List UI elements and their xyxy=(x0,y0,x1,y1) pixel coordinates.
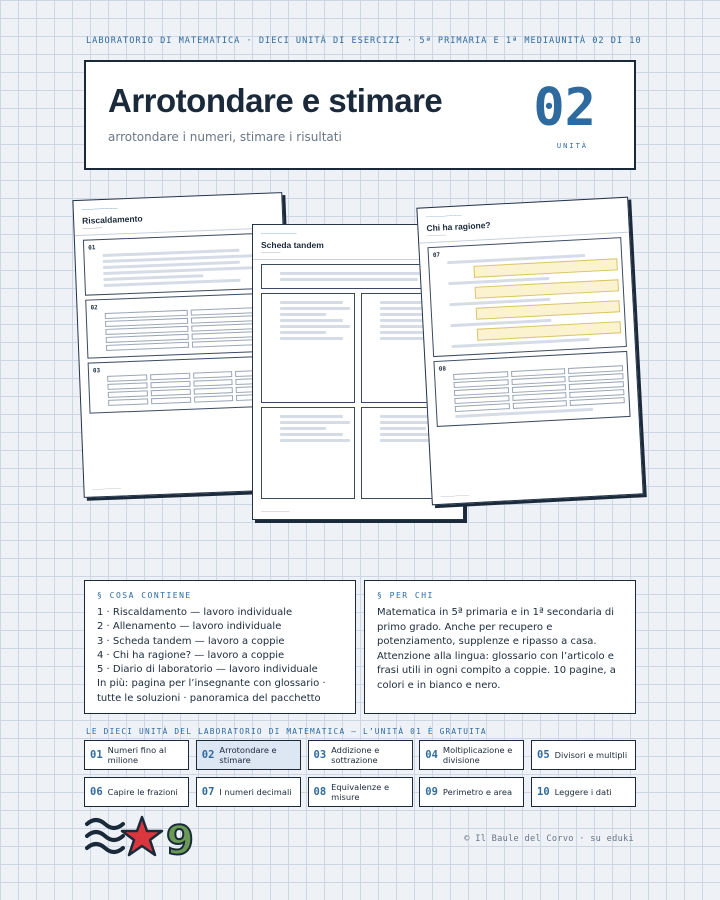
brand-logo xyxy=(84,812,200,862)
unit-card[interactable] xyxy=(196,740,301,770)
unit-card-number: 02 xyxy=(201,749,215,761)
unit-card-name: Capire le frazioni xyxy=(107,787,178,797)
sheet-meta: ────────────── xyxy=(425,213,462,220)
sheet-footer: ────────────── xyxy=(261,510,290,514)
contents-item: 2 · Allenamento — lavoro individuale xyxy=(97,621,282,633)
unit-card-name: Addizione e sottrazione xyxy=(331,745,380,765)
contents-item: 3 · Scheda tandem — lavoro a coppie xyxy=(97,635,285,647)
unit-card-number: 07 xyxy=(201,786,215,798)
contents-box xyxy=(84,580,356,714)
unit-card[interactable] xyxy=(308,740,413,770)
partner-a-column xyxy=(261,293,355,403)
contents-list xyxy=(97,606,343,677)
unit-card[interactable] xyxy=(531,740,636,770)
audience-heading: § PER CHI xyxy=(377,591,434,600)
unit-card[interactable] xyxy=(531,777,636,807)
exercise-number: 07 xyxy=(432,251,441,259)
partner-a-column xyxy=(261,407,355,499)
unit-number-label: UNITÀ xyxy=(556,142,588,150)
exercise-block xyxy=(427,237,626,357)
unit-number: 02 xyxy=(533,78,596,138)
svg-text:9: 9 xyxy=(166,818,194,862)
unit-card-number: 05 xyxy=(537,749,550,761)
title-card xyxy=(84,60,636,170)
contents-item: 4 · Chi ha ragione? — lavoro a coppie xyxy=(97,649,285,661)
sheet-subtitle: ───────── xyxy=(426,233,447,239)
page-subtitle: arrotondare i numeri, stimare i risultati xyxy=(108,130,342,144)
sheet-footer: ────────────── xyxy=(92,486,122,492)
unit-card[interactable] xyxy=(84,777,189,807)
exercise-block xyxy=(83,232,277,295)
unit-card-name: Divisori e multipli xyxy=(554,750,628,760)
unit-card-name: Numeri fino al milione xyxy=(107,745,167,765)
exercise-number: 03 xyxy=(92,367,101,375)
series-label: LABORATORIO DI MATEMATICA · DIECI UNITÀ DI ESERCIZI · 5ª PRIMARIA E 1ª MEDIA xyxy=(86,36,556,46)
unit-card[interactable] xyxy=(419,777,524,807)
audience-box xyxy=(364,580,636,714)
sheet-title: Riscaldamento xyxy=(81,213,143,226)
contents-heading: § COSA CONTIENE xyxy=(97,591,192,600)
exercise-number: 01 xyxy=(88,244,96,252)
unit-card-name: Moltiplicazione e divisione xyxy=(442,745,513,765)
audience-text: Matematica in 5ª primaria e in 1ª secondaria di primo grado. Anche per recupero e potenziamento, supplenze e ripasso a casa. Attenzione alla lingua: glossario con l’articolo e frasi utili in ogni compito a coppie. 10 pagine, a colori e in bianco e nero. xyxy=(377,607,616,691)
sheet-meta: ────────────── xyxy=(261,232,297,236)
exercise-block xyxy=(85,292,279,358)
unit-card-number: 01 xyxy=(90,749,103,761)
unit-card-number: 06 xyxy=(90,786,103,798)
contents-item: 1 · Riscaldamento — lavoro individuale xyxy=(97,607,293,618)
worksheet-preview-chi-ha-ragione xyxy=(416,197,643,506)
page-title: Arrotondare e stimare xyxy=(108,82,443,119)
partner-columns xyxy=(261,407,455,499)
unit-card-name: Equivalenze e misure xyxy=(331,782,390,802)
unit-card-name: Leggere i dati xyxy=(554,787,612,797)
unit-card-name: Perimetro e area xyxy=(442,787,513,797)
top-header xyxy=(86,36,642,46)
units-heading: LE DIECI UNITÀ DEL LABORATORIO DI MATEMATICA — L’UNITÀ 01 È GRATUITA xyxy=(86,727,487,736)
sheet-meta: ────────────── xyxy=(81,206,118,212)
unit-card-name: I numeri decimali xyxy=(219,787,292,797)
unit-card[interactable] xyxy=(84,740,189,770)
unit-card-number: 08 xyxy=(313,786,327,798)
unit-card[interactable] xyxy=(308,777,413,807)
sheet-subtitle: ───────── xyxy=(82,226,103,231)
sheet-title: Scheda tandem xyxy=(261,240,324,250)
unit-card-number: 10 xyxy=(537,786,550,798)
exercise-block xyxy=(433,351,630,427)
unit-ref: UNITÀ 02 DI 10 xyxy=(555,36,642,46)
sheet-title: Chi ha ragione? xyxy=(426,219,491,234)
unit-card-name: Arrotondare e stimare xyxy=(219,745,277,765)
exercise-number: 02 xyxy=(90,304,98,312)
contents-item: 5 · Diario di laboratorio — lavoro individuale xyxy=(97,664,318,676)
sheet-footer: ────────────── xyxy=(440,493,470,499)
unit-card-number: 03 xyxy=(313,749,327,761)
units-grid xyxy=(84,740,636,807)
unit-card-number: 04 xyxy=(425,749,438,761)
sheet-subtitle: ───────── xyxy=(261,251,281,255)
unit-card[interactable] xyxy=(419,740,524,770)
unit-card[interactable] xyxy=(196,777,301,807)
star-icon xyxy=(122,817,162,855)
exercise-number: 08 xyxy=(438,365,447,373)
contents-extra: In più: pagina per l’insegnante con glossario · tutte le soluzioni · panoramica del pacchetto xyxy=(97,678,326,704)
footer-credit: © Il Baule del Corvo · su eduki xyxy=(464,834,634,844)
unit-card-number: 09 xyxy=(425,786,438,798)
